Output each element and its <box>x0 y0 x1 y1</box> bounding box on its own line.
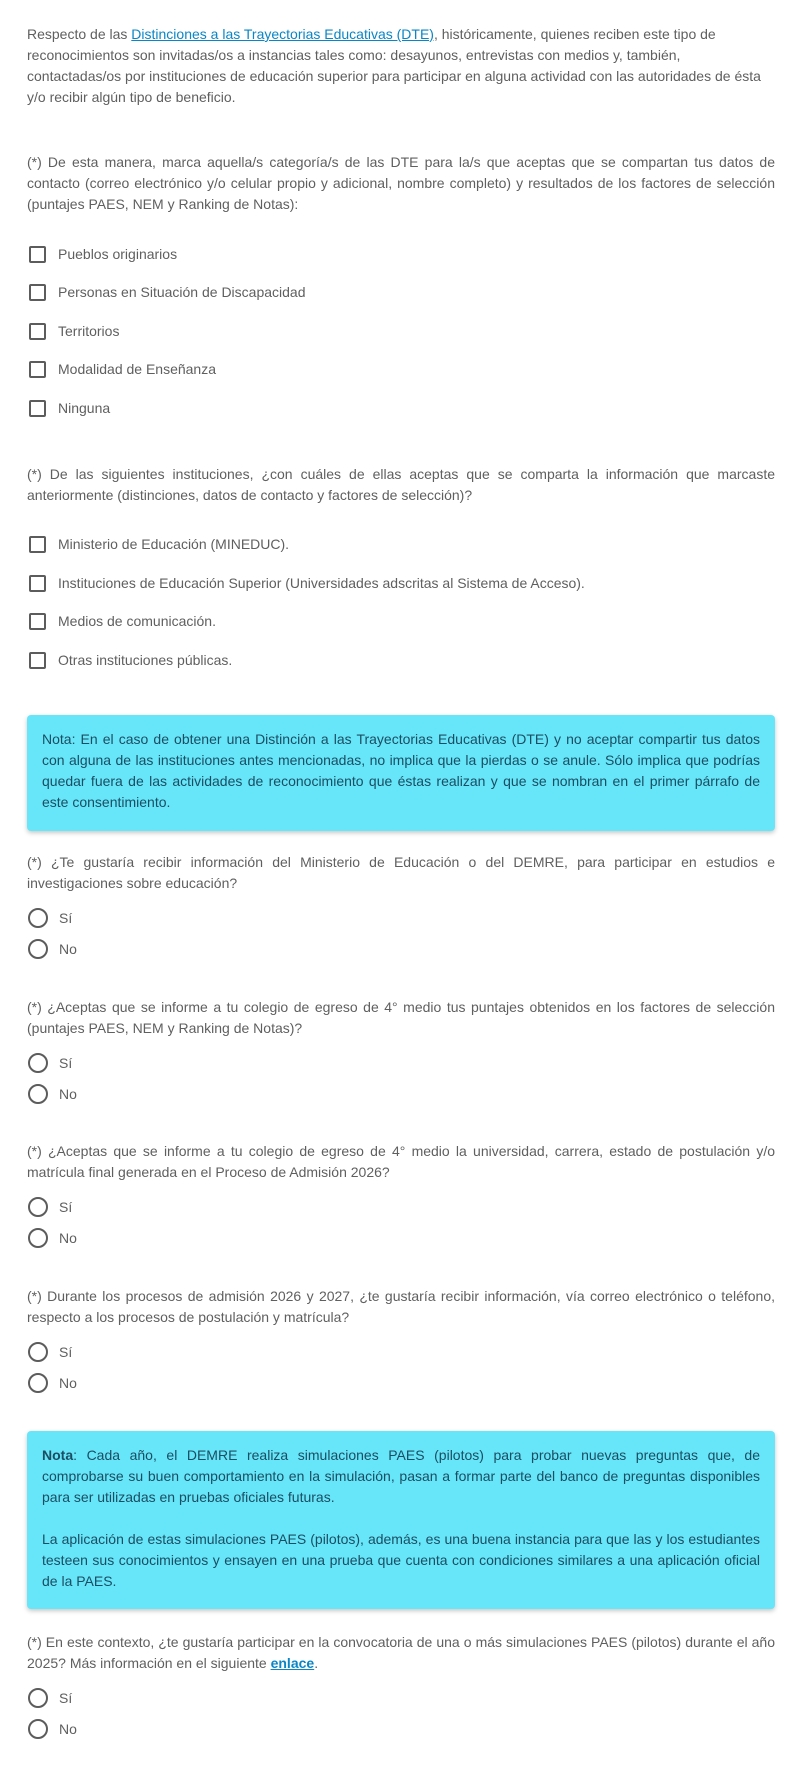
checkbox[interactable] <box>29 652 46 669</box>
checkbox[interactable] <box>29 361 46 378</box>
dte-link[interactable]: Distinciones a las Trayectorias Educativas (DTE) <box>131 26 434 42</box>
radio-option-admission-no[interactable] <box>27 1372 775 1394</box>
note-box-pilotos <box>27 1431 775 1609</box>
question-pilot <box>27 1632 775 1674</box>
checkbox-option-medios[interactable] <box>27 610 775 632</box>
checkbox-option-otras[interactable] <box>27 649 775 671</box>
radio-option-pilot-no[interactable] <box>27 1718 775 1740</box>
radio-label: Sí <box>59 1690 73 1706</box>
question-school-enrollment: (*) ¿Aceptas que se informe a tu colegio de egreso de 4° medio la universidad, carrera, estado de postulación y/o matrícula final generada en el Proceso de Admisión 2026? <box>27 1143 775 1180</box>
checkbox-label: Pueblos originarios <box>58 246 178 262</box>
checkbox-label: Instituciones de Educación Superior (Universidades adscritas al Sistema de Acceso). <box>58 575 585 591</box>
radio-button[interactable] <box>28 1342 48 1362</box>
radio-button[interactable] <box>28 908 48 928</box>
checkbox[interactable] <box>29 284 46 301</box>
question-pilot-text: (*) En este contexto, ¿te gustaría participar en la convocatoria de una o más simulaciones PAES (pilotos) durante el año 2025? Más información en el siguiente <box>27 1634 775 1671</box>
radio-option-scores-no[interactable] <box>27 1083 775 1105</box>
radio-button[interactable] <box>28 1053 48 1073</box>
checkbox[interactable] <box>29 575 46 592</box>
radio-label: No <box>59 941 77 957</box>
question-research: (*) ¿Te gustaría recibir información del Ministerio de Educación o del DEMRE, para participar en estudios e investigaciones sobre educación? <box>27 854 775 891</box>
checkbox[interactable] <box>29 536 46 553</box>
radio-button[interactable] <box>28 1197 48 1217</box>
question-admission-info: (*) Durante los procesos de admisión 2026 y 2027, ¿te gustaría recibir información, vía correo electrónico o teléfono, respecto a los procesos de postulación y matrícula? <box>27 1288 775 1325</box>
note-text: : Cada año, el DEMRE realiza simulaciones PAES (pilotos) para probar nuevas preguntas que, de comprobarse su buen comportamiento en la simulación, pasan a formar parte del banco de preguntas disponibles para ser utilizadas en pruebas oficiales futuras. <box>42 1447 760 1505</box>
intro-text-after: , históricamente, quienes reciben este tipo de reconocimientos son invitadas/os a instancias tales como: desayunos, entrevistas con medios y, también, contactadas/os por instituciones de educación superior para participar en alguna actividad con las autoridades de ésta y/o recibir algún tipo de beneficio. <box>27 26 761 105</box>
checkbox-label: Territorios <box>58 323 120 339</box>
radio-button[interactable] <box>28 1228 48 1248</box>
checkbox-option-territorios[interactable] <box>27 320 775 342</box>
checkbox[interactable] <box>29 400 46 417</box>
note-bold-label: Nota <box>42 1447 74 1463</box>
note-paragraph-1 <box>42 1445 760 1508</box>
note-box-dte <box>27 715 775 831</box>
checkbox-option-modalidad[interactable] <box>27 358 775 380</box>
radio-label: No <box>59 1721 77 1737</box>
radio-option-research-si[interactable] <box>27 907 775 929</box>
intro-text-before: Respecto de las <box>27 26 132 42</box>
radio-option-admission-si[interactable] <box>27 1341 775 1363</box>
intro-paragraph <box>27 24 775 108</box>
radio-option-research-no[interactable] <box>27 938 775 960</box>
checkbox-label: Medios de comunicación. <box>58 613 216 629</box>
question-categories: (*) De esta manera, marca aquella/s categoría/s de las DTE para la/s que aceptas que se compartan tus datos de contacto (correo electrónico y/o celular propio y adicional, nombre completo) y resultados de los factores de selección (puntajes PAES, NEM y Ranking de Notas): <box>27 154 775 212</box>
radio-label: No <box>59 1375 77 1391</box>
radio-option-enrollment-si[interactable] <box>27 1196 775 1218</box>
radio-label: Sí <box>59 1055 73 1071</box>
radio-button[interactable] <box>28 1084 48 1104</box>
radio-option-pilot-si[interactable] <box>27 1687 775 1709</box>
checkbox[interactable] <box>29 613 46 630</box>
radio-label: Sí <box>59 1199 73 1215</box>
checkbox-option-pueblos[interactable] <box>27 243 775 265</box>
note-paragraph-2: La aplicación de estas simulaciones PAES (pilotos), además, es una buena instancia para que las y los estudiantes testeen sus conocimientos y ensayen en una prueba que cuenta con condiciones similares a una aplicación oficial de la PAES. <box>42 1531 760 1589</box>
pilot-info-link[interactable]: enlace <box>270 1655 315 1671</box>
radio-button[interactable] <box>28 1373 48 1393</box>
checkbox-option-ninguna[interactable] <box>27 397 775 419</box>
question-pilot-period: . <box>314 1655 319 1671</box>
checkbox-label: Ninguna <box>58 400 111 416</box>
checkbox-option-discapacidad[interactable] <box>27 281 775 303</box>
question-institutions: (*) De las siguientes instituciones, ¿con cuáles de ellas aceptas que se comparta la información que marcaste anteriormente (distinciones, datos de contacto y factores de selección)? <box>27 466 775 503</box>
checkbox-option-mineduc[interactable] <box>27 533 775 555</box>
radio-label: No <box>59 1230 77 1246</box>
radio-option-enrollment-no[interactable] <box>27 1227 775 1249</box>
radio-label: Sí <box>59 910 73 926</box>
radio-label: No <box>59 1086 77 1102</box>
radio-button[interactable] <box>28 1719 48 1739</box>
checkbox[interactable] <box>29 323 46 340</box>
note-text: Nota: En el caso de obtener una Distinción a las Trayectorias Educativas (DTE) y no aceptar compartir tus datos con alguna de las instituciones antes mencionadas, no implica que la pierdas o se anule. Sólo implica que podrías quedar fuera de las actividades de reconocimiento que éstas realizan y que se nombran en el primer párrafo de este consentimiento. <box>42 731 760 810</box>
checkbox-option-ies[interactable] <box>27 572 775 594</box>
question-school-scores: (*) ¿Aceptas que se informe a tu colegio de egreso de 4° medio tus puntajes obtenidos en los factores de selección (puntajes PAES, NEM y Ranking de Notas)? <box>27 999 775 1036</box>
checkbox-label: Personas en Situación de Discapacidad <box>58 284 306 300</box>
radio-label: Sí <box>59 1344 73 1360</box>
checkbox[interactable] <box>29 246 46 263</box>
checkbox-label: Ministerio de Educación (MINEDUC). <box>58 536 290 552</box>
checkbox-label: Otras instituciones públicas. <box>58 652 233 668</box>
radio-button[interactable] <box>28 939 48 959</box>
radio-button[interactable] <box>28 1688 48 1708</box>
radio-option-scores-si[interactable] <box>27 1052 775 1074</box>
checkbox-label: Modalidad de Enseñanza <box>58 361 217 377</box>
